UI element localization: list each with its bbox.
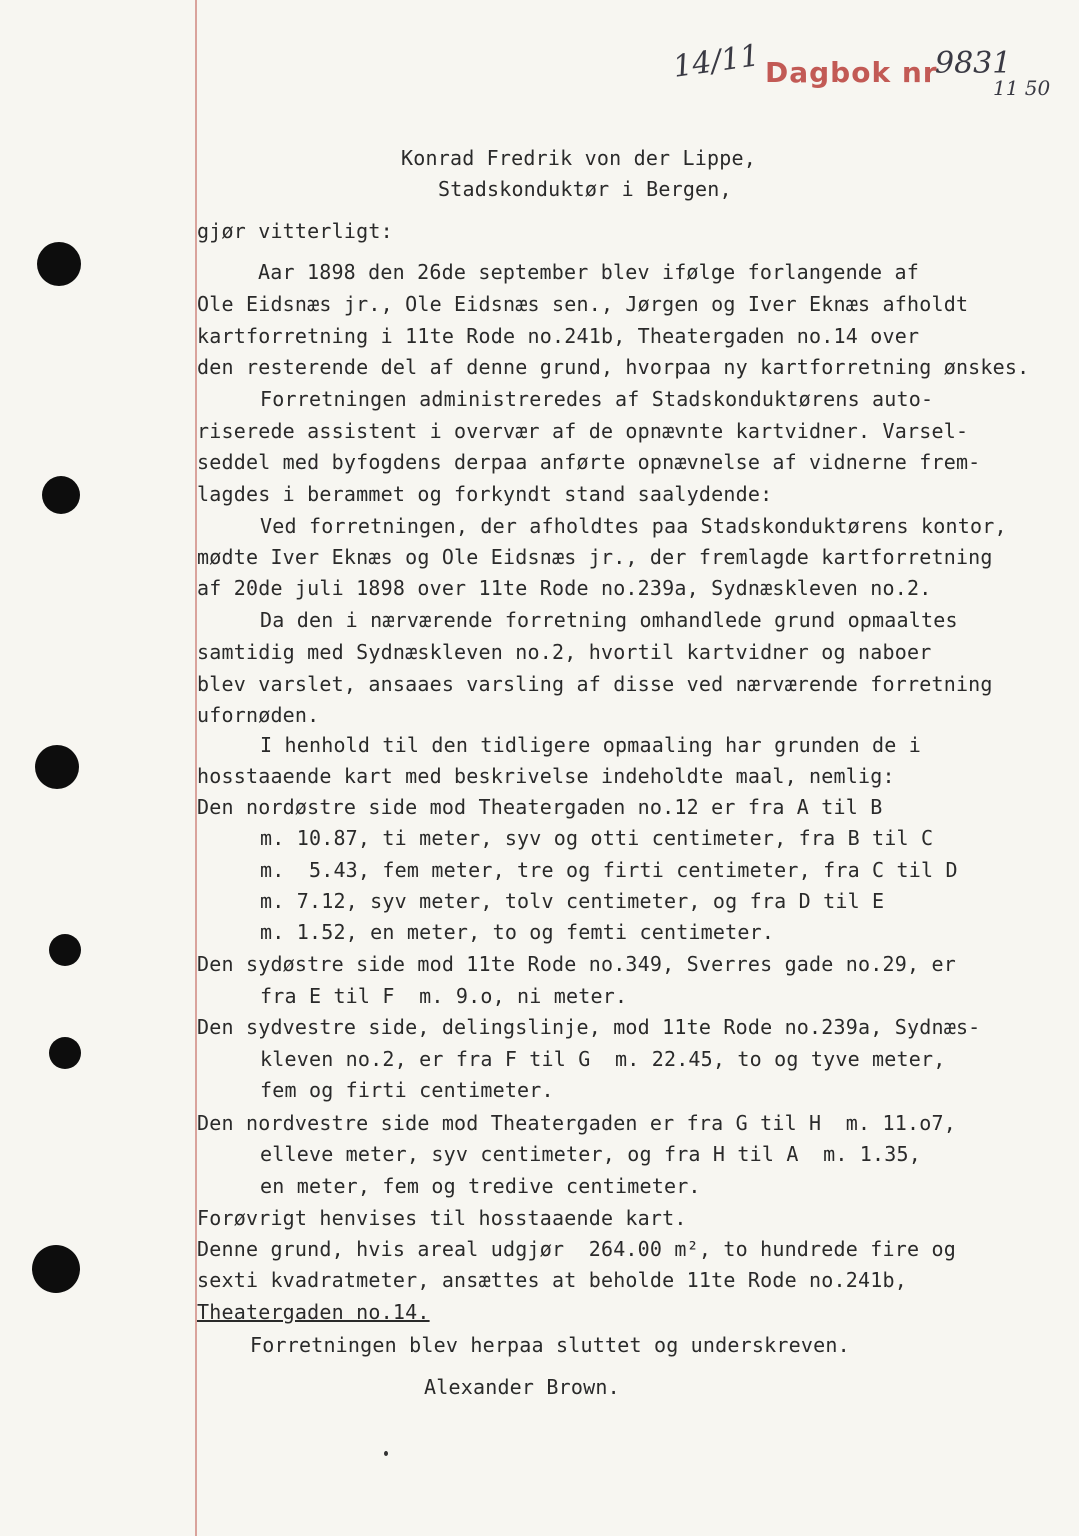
ink-mark [384,1451,388,1456]
text-line: seddel med byfogdens derpaa anførte opnævnelse af vidnerne frem- [197,450,981,474]
text-line: den resterende del af denne grund, hvorpaa ny kartforretning ønskes. [197,355,1030,379]
text-line: samtidig med Sydnæskleven no.2, hvortil kartvidner og naboer [197,640,932,664]
text-line: riserede assistent i overvær af de opnævnte kartvidner. Varsel- [197,419,969,443]
text-line: Ved forretningen, der afholdtes paa Stadskonduktørens kontor, [260,514,1007,538]
signature-line: Alexander Brown. [424,1375,620,1399]
text-line: Den sydøstre side mod 11te Rode no.349, Sverres gade no.29, er [197,952,956,976]
text-line: m. 1.52, en meter, to og femti centimeter. [260,920,775,944]
punch-hole [37,242,81,286]
punch-hole [42,476,80,514]
stamp-label: Dagbok nr [765,56,938,89]
text-line: Forretningen administreredes af Stadskonduktørens auto- [260,387,934,411]
punch-hole [35,745,79,789]
text-line: kartforretning i 11te Rode no.241b, Theatergaden no.14 over [197,324,920,348]
punch-hole [49,1037,81,1069]
punch-hole [32,1245,80,1293]
text-line: I henhold til den tidligere opmaaling har grunden de i [260,733,922,757]
journal-stamp [670,38,1053,104]
text-line: lagdes i berammet og forkyndt stand saalydende: [197,482,773,506]
text-line: Da den i nærværende forretning omhandlede grund opmaaltes [260,608,958,632]
text-line: en meter, fem og tredive centimeter. [260,1174,701,1198]
text-line: Den sydvestre side, delingslinje, mod 11te Rode no.239a, Sydnæs- [197,1015,981,1039]
text-line: Theatergaden no.14. [197,1300,430,1324]
punch-hole [49,934,81,966]
text-line: m. 7.12, syv meter, tolv centimeter, og fra D til E [260,889,885,913]
stamp-number: 9831 [935,46,1012,81]
text-line: ufornøden. [197,703,320,727]
text-line: Den nordøstre side mod Theatergaden no.12 er fra A til B [197,795,883,819]
text-line: fra E til F m. 9.o, ni meter. [260,984,628,1008]
stamp-date: 14/11 [670,38,762,85]
text-line: af 20de juli 1898 over 11te Rode no.239a, Sydnæskleven no.2. [197,576,932,600]
text-line: m. 10.87, ti meter, syv og otti centimeter, fra B til C [260,826,934,850]
header-line: Stadskonduktør i Bergen, [438,177,732,201]
text-line: Denne grund, hvis areal udgjør 264.00 m², to hundrede fire og [197,1237,956,1261]
text-line: Den nordvestre side mod Theatergaden er fra G til H m. 11.o7, [197,1111,956,1135]
text-line: Aar 1898 den 26de september blev ifølge forlangende af [258,260,920,284]
text-line: gjør vitterligt: [197,219,393,243]
text-line: Forøvrigt henvises til hosstaaende kart. [197,1206,687,1230]
text-line: mødte Iver Eknæs og Ole Eidsnæs jr., der fremlagde kartforretning [197,545,993,569]
text-line: kleven no.2, er fra F til G m. 22.45, to og tyve meter, [260,1047,946,1071]
text-line: elleve meter, syv centimeter, og fra H til A m. 1.35, [260,1142,922,1166]
text-line: m. 5.43, fem meter, tre og firti centimeter, fra C til D [260,858,958,882]
text-line: Forretningen blev herpaa sluttet og underskreven. [250,1333,850,1357]
text-line: Ole Eidsnæs jr., Ole Eidsnæs sen., Jørgen og Iver Eknæs afholdt [197,292,969,316]
text-line: blev varslet, ansaaes varsling af disse ved nærværende forretning [197,672,993,696]
text-line: hosstaaende kart med beskrivelse indeholdte maal, nemlig: [197,764,895,788]
header-line: Konrad Fredrik von der Lippe, [401,146,756,170]
text-line: sexti kvadratmeter, ansættes at beholde 11te Rode no.241b, [197,1268,907,1292]
text-line: fem og firti centimeter. [260,1078,554,1102]
stamp-year: 11 50 [993,76,1051,100]
